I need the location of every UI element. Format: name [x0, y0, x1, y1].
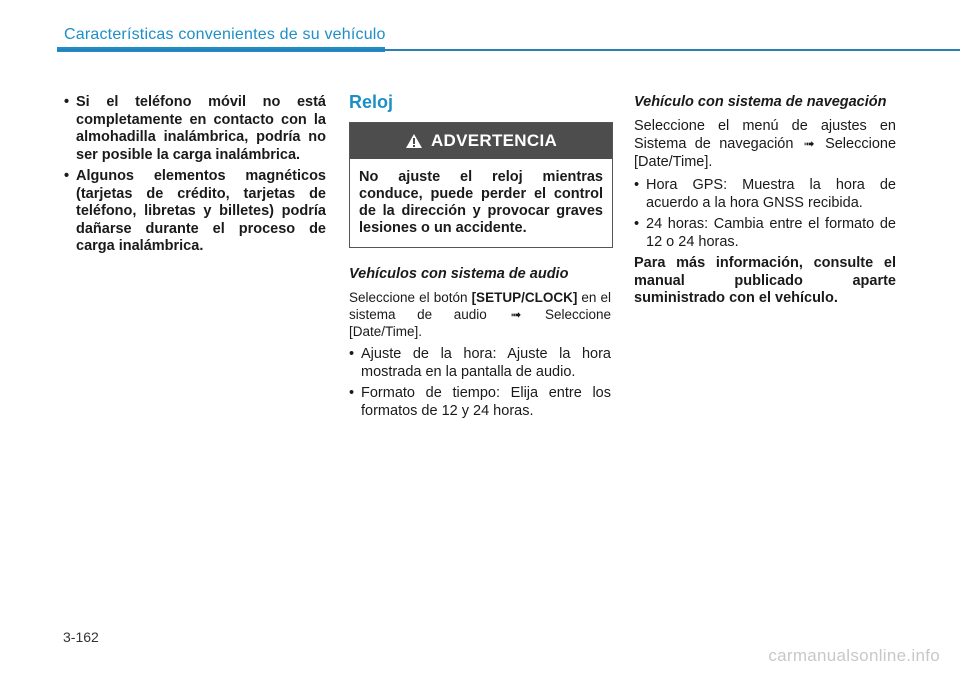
column-3	[634, 94, 896, 308]
audio-subtitle: Vehículos con sistema de audio	[349, 265, 569, 282]
note-text: Para más información, consulte el manual publicado aparte suministrado con el vehículo.	[634, 255, 896, 306]
audio-text-post: Seleccione [Date/Time].	[349, 307, 612, 339]
audio-instructions	[349, 289, 611, 340]
list-item: • Si el teléfono móvil no está completamente en contacto con la almohadilla inalámbrica, podría no ser posible la carga inalámbrica.	[64, 94, 326, 164]
navigation-bullet-list	[634, 177, 896, 251]
column-2	[349, 94, 611, 424]
list-item: • 24 horas: Cambia entre el formato de 12 o 24 horas.	[634, 216, 896, 251]
nav-text-post: Seleccione [Date/Time].	[634, 136, 897, 170]
warning-header	[350, 123, 612, 159]
audio-text-mid: en el sistema de audio	[349, 290, 611, 322]
warning-triangle-icon	[405, 133, 423, 149]
warning-label: ADVERTENCIA	[430, 130, 558, 150]
arrow-icon: ➟	[510, 307, 522, 322]
header-rule	[57, 49, 960, 51]
list-item: • Algunos elementos magnéticos (tarjetas de crédito, tarjetas de teléfono, libretas y billetes) podría dañarse durante el proceso de carga inalámbrica.	[64, 168, 326, 256]
section-header-title: Características convenientes de su vehículo	[64, 26, 386, 43]
list-item: • Ajuste de la hora: Ajuste la hora mostrada en la pantalla de audio.	[349, 346, 611, 381]
navigation-subtitle: Vehículo con sistema de navegación	[634, 94, 887, 110]
watermark: carmanualsonline.info	[768, 646, 940, 665]
list-item: • Hora GPS: Muestra la hora de acuerdo a la hora GNSS recibida.	[634, 177, 896, 212]
bullet-list	[64, 94, 326, 256]
warning-text: No ajuste el reloj mientras conduce, puede perder el control de la dirección y provocar graves lesiones o un accidente.	[359, 168, 603, 236]
list-item: • Formato de tiempo: Elija entre los formatos de 12 y 24 horas.	[349, 385, 611, 420]
page-number: 3-162	[63, 629, 99, 645]
warning-box	[349, 122, 613, 248]
audio-bullet-list	[349, 346, 611, 420]
setup-clock-button-label: [SETUP/CLOCK]	[471, 290, 578, 305]
audio-text-pre: Seleccione el botón	[349, 290, 472, 305]
navigation-instructions	[634, 118, 896, 172]
column-1	[64, 94, 326, 260]
section-title: Reloj	[349, 92, 394, 112]
nav-text-pre: Seleccione el menú de ajustes en Sistema de navegación	[634, 117, 896, 152]
arrow-icon: ➟	[803, 136, 815, 151]
